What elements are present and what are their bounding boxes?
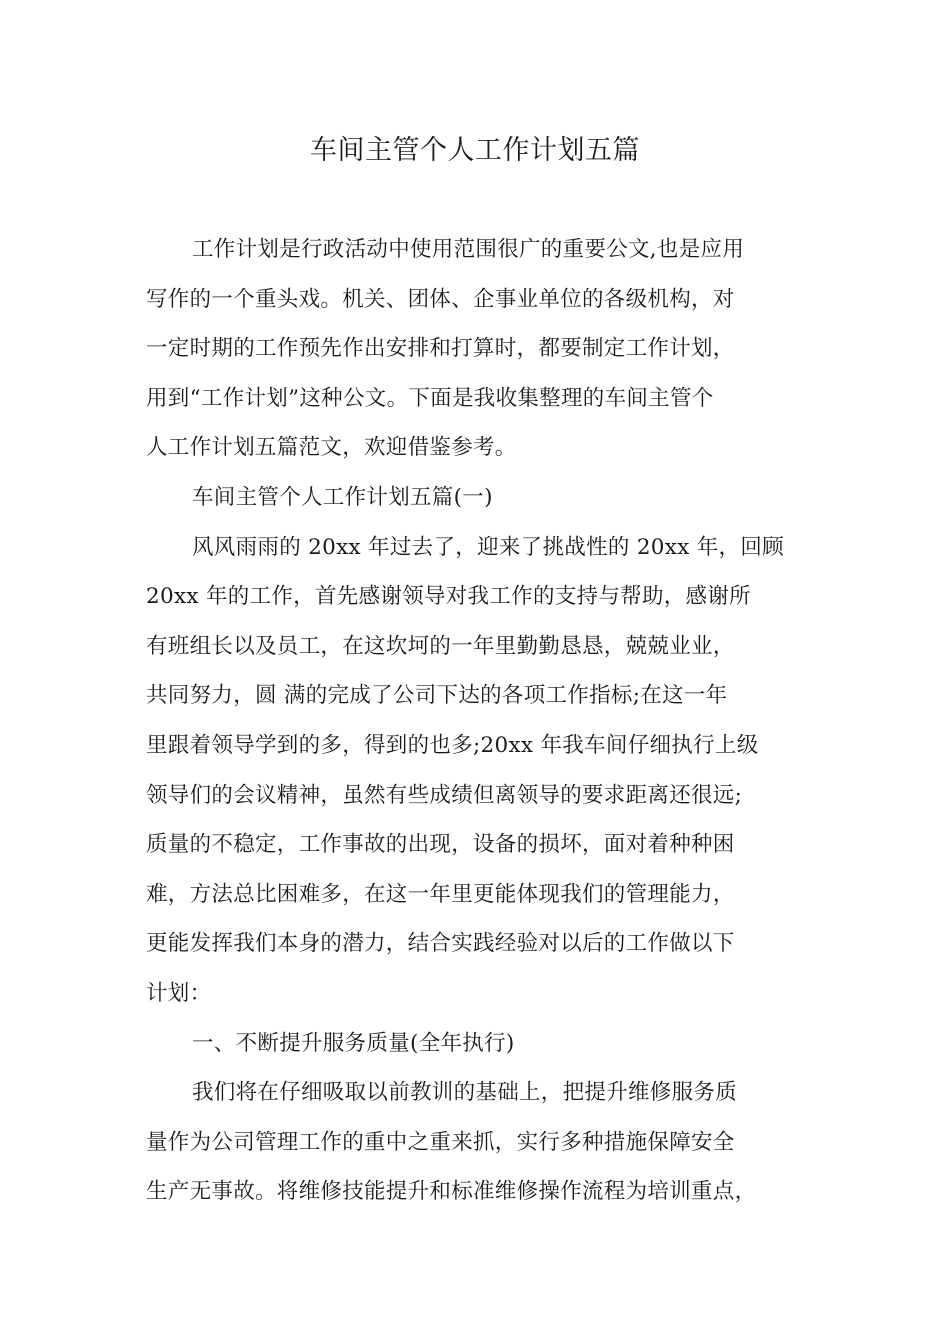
text-line: 更能发挥我们本身的潜力，结合实践经验对以后的工作做以下 (146, 931, 735, 957)
text-line: 计划： (146, 980, 212, 1006)
text-line: 量作为公司管理工作的重中之重来抓，实行多种措施保障安全 (146, 1129, 735, 1155)
text-line: 我们将在仔细吸取以前教训的基础上，把提升维修服务质 (192, 1080, 738, 1106)
text-line: 写作的一个重头戏。机关、团体、企事业单位的各级机构，对 (146, 286, 735, 312)
text-line: 共同努力，圆 满的完成了公司下达的各项工作指标;在这一年 (146, 683, 728, 709)
text-line: 20xx 年的工作，首先感谢领导对我工作的支持与帮助，感谢所 (146, 584, 751, 610)
text-line: 有班组长以及员工，在这坎坷的一年里勤勤恳恳，兢兢业业， (146, 633, 735, 659)
text-line: 车间主管个人工作计划五篇(一) (192, 484, 493, 510)
document-title: 车间主管个人工作计划五篇 (310, 135, 640, 166)
text-line: 风风雨雨的 20xx 年过去了，迎来了挑战性的 20xx 年，回顾 (192, 534, 784, 560)
text-line: 一定时期的工作预先作出安排和打算时，都要制定工作计划， (146, 336, 735, 362)
document-body (146, 225, 806, 1217)
text-line: 里跟着领导学到的多，得到的也多;20xx 年我车间仔细执行上级 (146, 732, 759, 758)
text-line: 用到“工作计划”这种公文。下面是我收集整理的车间主管个 (146, 385, 714, 411)
text-line: 领导们的会议精神，虽然有些成绩但离领导的要求距离还很远; (146, 782, 743, 808)
text-line: 一、不断提升服务质量(全年执行) (192, 1030, 515, 1056)
text-line: 质量的不稳定，工作事故的出现，设备的损坏，面对着种种困 (146, 832, 735, 858)
text-line: 工作计划是行政活动中使用范围很广的重要公文,也是应用 (192, 237, 745, 262)
text-line: 难，方法总比困难多，在这一年里更能体现我们的管理能力， (146, 881, 735, 907)
text-line: 人工作计划五篇范文，欢迎借鉴参考。 (146, 435, 517, 461)
text-line: 生产无事故。将维修技能提升和标准维修操作流程为培训重点， (146, 1179, 757, 1205)
